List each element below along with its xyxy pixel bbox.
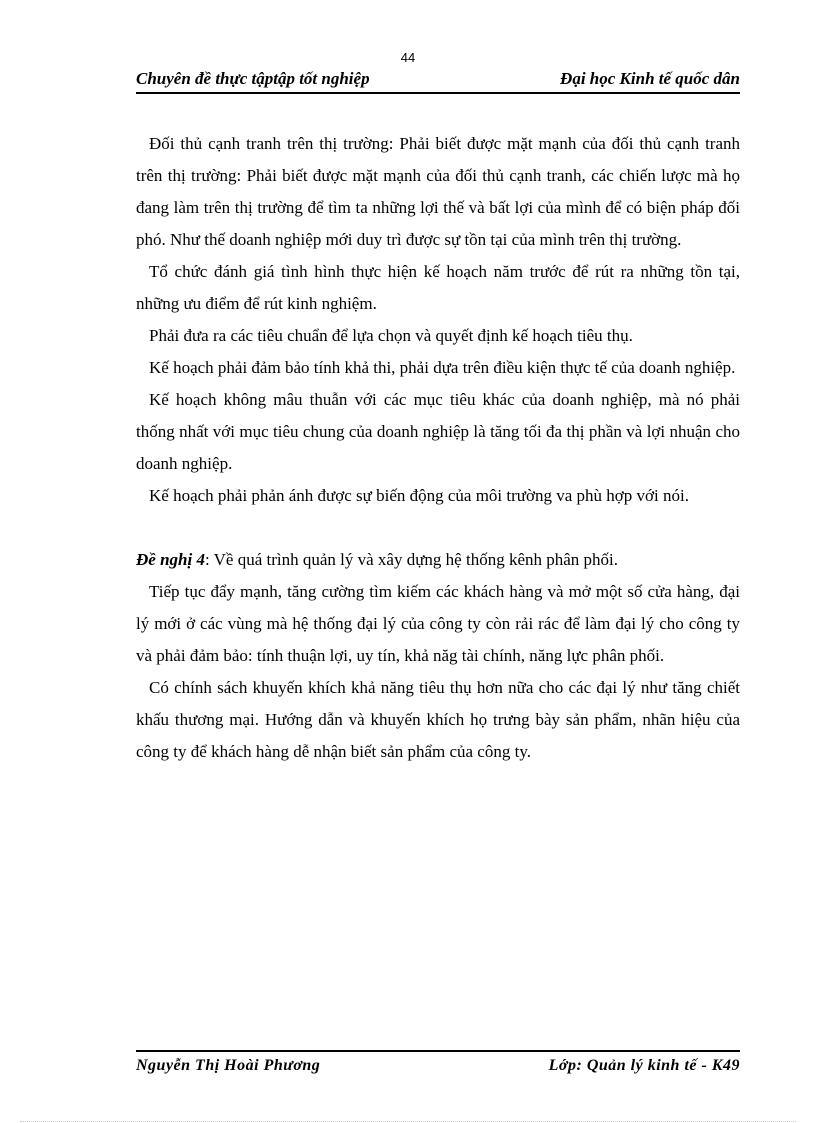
paragraph: Tiếp tục đẩy mạnh, tăng cường tìm kiếm các khách hàng và mở một số cửa hàng, đại lý mới ở các vùng mà hệ thống đại lý của công ty còn rải rác để làm đại lý cho công ty và phải đảm bảo: tính thuận lợi, uy tín, khả năg tài chính, năng lực phân phối. [136, 582, 740, 665]
footer-class: Lớp: Quản lý kinh tế - K49 [548, 1057, 740, 1074]
section-spacer [136, 512, 740, 544]
header-document-type: Chuyên đề thực tậptập tốt nghiệp [136, 69, 370, 88]
paragraph: Kế hoạch không mâu thuẫn với các mục tiêu khác của doanh nghiệp, mà nó phải thống nhất với mục tiêu chung của doanh nghiệp là tăng tối đa thị phần và lợi nhuận cho doanh nghiệp. [136, 390, 740, 473]
paragraph: Tổ chức đánh giá tình hình thực hiện kế hoạch năm trước để rút ra những tồn tại, những ưu điểm để rút kinh nghiệm. [136, 262, 740, 313]
footer-divider [136, 1050, 740, 1052]
page-number: 44 [400, 50, 416, 65]
body-text [136, 128, 740, 768]
header-university: Đại học Kinh tế quốc dân [560, 69, 740, 88]
paragraph: Có chính sách khuyến khích khả năng tiêu thụ hơn nữa cho các đại lý như tăng chiết khấu thương mại. Hướng dẫn và khuyến khích họ trưng bày sản phẩm, nhãn hiệu của công ty để khách hàng dễ nhận biết sản phẩm của công ty. [136, 678, 740, 761]
proposal-heading [136, 544, 740, 576]
proposal-text: : Về quá trình quản lý và xây dựng hệ thống kênh phân phối. [204, 550, 619, 569]
page-header [136, 66, 740, 94]
footer-author: Nguyễn Thị Hoài Phương [136, 1057, 321, 1074]
paragraph: Đối thủ cạnh tranh trên thị trường: Phải biết được mặt mạnh của đối thủ cạnh tranh trên thị trường: Phải biết được mặt mạnh của đối thủ cạnh tranh, các chiến lược mà họ đang làm trên thị trường để tìm ta những lợi thế và bất lợi của mình để có biện pháp đối phó. Như thế doanh nghiệp mới duy trì được sự tồn tại của mình trên thị trường. [136, 134, 740, 249]
page-edge-divider [20, 1121, 796, 1122]
paragraph: Phải đưa ra các tiêu chuẩn để lựa chọn và quyết định kế hoạch tiêu thụ. [149, 326, 633, 345]
paragraph: Kế hoạch phải đảm bảo tính khả thi, phải dựa trên điều kiện thực tế của doanh nghiệp. [149, 358, 736, 377]
proposal-label: Đề nghị 4 [136, 550, 205, 569]
paragraph: Kế hoạch phải phản ánh được sự biến động của môi trường va phù hợp với nói. [149, 486, 689, 505]
